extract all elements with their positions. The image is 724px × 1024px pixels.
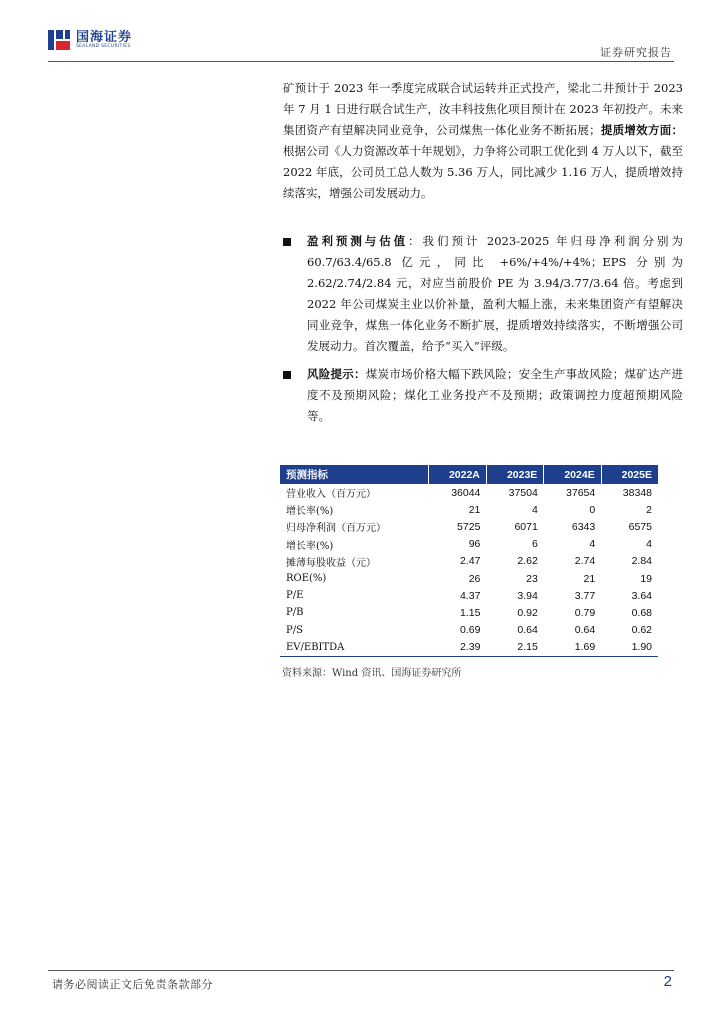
logo-cn-text: 国海证券 [76,29,133,45]
row-label-cell: 增长率(%) [286,506,334,518]
bullet1-text: ：我们预计 2023-2025 年归母净利润分别为 60.7/63.4/65.8 亿元，同比 +6%/+4%/+4%；EPS 分别为 2.62/2.74/2.84 元，对应当前股价 PE 为 3.94/3.77/3.64 倍。考虑到 2022 年公司煤炭主业以价补量，盈利大幅上涨，未来集团资产有望解决同业竞争，煤焦一体化业务不断扩展，提质增效持续落实，不断增强公司发展动力。首次覆盖，给予“买入”评级。 [307,234,683,353]
value-cell: 1.90 [601,639,658,657]
page-number: 2 [663,973,672,990]
row-label-cell: 营业收入（百万元） [286,489,376,501]
footer-disclaimer: 请务必阅读正文后免责条款部分 [52,978,213,991]
value-cell: 26 [468,572,481,585]
bullet-square-icon [283,371,291,379]
row-label-cell: P/S [286,624,303,636]
logo-en-text: SEALAND SECURITIES [76,43,131,49]
value-cell: 0.69 [459,624,481,637]
value-cell: 1.69 [544,639,601,657]
value-cell: 6071 [514,520,538,533]
value-cell: 96 [468,538,481,551]
header-cell: 2024E [544,465,601,484]
bullet2-bold-label: 风险提示： [307,367,366,381]
bullet2-text: 煤炭市场价格大幅下跌风险；安全生产事故风险；煤矿达产进度不及预期风险；煤化工业务投产不及预期；政策调控力度超预期风险等。 [307,367,684,423]
value-cell: 6343 [571,520,596,533]
table-row [280,518,658,535]
value-cell: 0.92 [517,606,538,619]
value-cell: 1.15 [459,606,481,619]
bullet1-bold-label: 盈利预测与估值 [307,234,409,248]
doc-type-label: 证券研究报告 [600,46,672,59]
row-label-cell: 归母净利润（百万元） [286,523,386,535]
logo-mark-icon [48,30,72,50]
row-label-cell: P/E [286,590,304,602]
intro-paragraph-block [283,78,683,204]
value-cell: 0.64 [517,624,538,637]
para1-text: 矿预计于 2023 年一季度完成联合试运转并正式投产，梁北二井预计于 2023 年 7 月 1 日进行联合试生产，汝丰科技焦化项目预计在 2023 年初投产。未来集团资产有望解决同业竞争，公司煤焦一体化业务不断拓展； [283,81,683,137]
row-label-cell: ROE(%) [286,573,327,585]
value-cell: 2.84 [631,555,652,568]
para1-tail-text: 根据公司《人力资源改革十年规划》，力争将公司职工优化到 4 万人以下，截至 2022 年底，公司员工总人数为 5.36 万人，同比减少 1.16 万人，提质增效持续落实，增强公司发展动力。 [283,144,683,200]
para1-bold-label: 提质增效方面： [600,123,684,137]
table-row [280,501,658,518]
value-cell: 3.94 [517,589,538,602]
value-cell: 2.15 [486,639,543,657]
table-row [280,622,658,639]
value-cell: 36044 [451,486,481,499]
value-cell: 23 [526,572,538,585]
row-label-cell: 增长率(%) [286,540,334,552]
row-label-cell: P/B [286,607,304,619]
row-label-cell: 摊薄每股收益（元） [286,557,376,569]
value-cell: 4.37 [459,589,481,602]
footer-divider [48,970,674,971]
bullet-risk [307,364,683,427]
table-row [280,604,658,621]
value-cell: 4 [646,538,652,551]
value-cell: 37504 [508,486,538,499]
table-row [280,639,658,657]
value-cell: 2.74 [574,555,596,568]
header-divider [48,61,674,62]
value-cell: 2 [646,503,652,516]
value-cell: 5725 [457,520,481,533]
forecast-table-block [280,465,658,679]
bullet-square-icon [283,238,291,246]
value-cell: 37654 [566,486,596,499]
header-cell: 2022A [428,465,486,484]
value-cell: 0.64 [574,624,596,637]
table-header-row [280,465,658,484]
value-cell: 3.64 [631,589,652,602]
value-cell: 0.79 [574,606,596,619]
value-cell: 21 [583,572,596,585]
value-cell: 2.39 [428,639,486,657]
value-cell: 4 [531,503,538,516]
value-cell: 0.68 [631,606,652,619]
intro-paragraph [283,78,683,204]
page-header [0,0,724,70]
value-cell: 6575 [628,520,652,533]
header-cell: 2025E [601,465,658,484]
value-cell: 6 [531,538,538,551]
value-cell: 2.62 [517,555,538,568]
table-row [280,484,658,501]
header-cell: 预测指标 [280,465,428,484]
value-cell: 0.62 [631,624,652,637]
bullet-forecast [307,231,683,357]
value-cell: 0 [589,503,596,516]
value-cell: 3.77 [574,589,596,602]
value-cell: 21 [468,503,481,516]
forecast-table [280,465,658,657]
value-cell: 2.47 [459,555,481,568]
table-row [280,536,658,553]
header-cell: 2023E [486,465,543,484]
value-cell: 4 [589,538,596,551]
table-source-note: 资料来源：Wind 资讯、国海证券研究所 [282,667,462,679]
value-cell: 38348 [622,486,652,499]
row-label-cell: EV/EBITDA [280,639,428,657]
table-row [280,553,658,570]
company-logo [48,30,132,50]
value-cell: 19 [640,572,652,585]
table-row [280,587,658,604]
table-row [280,570,658,587]
